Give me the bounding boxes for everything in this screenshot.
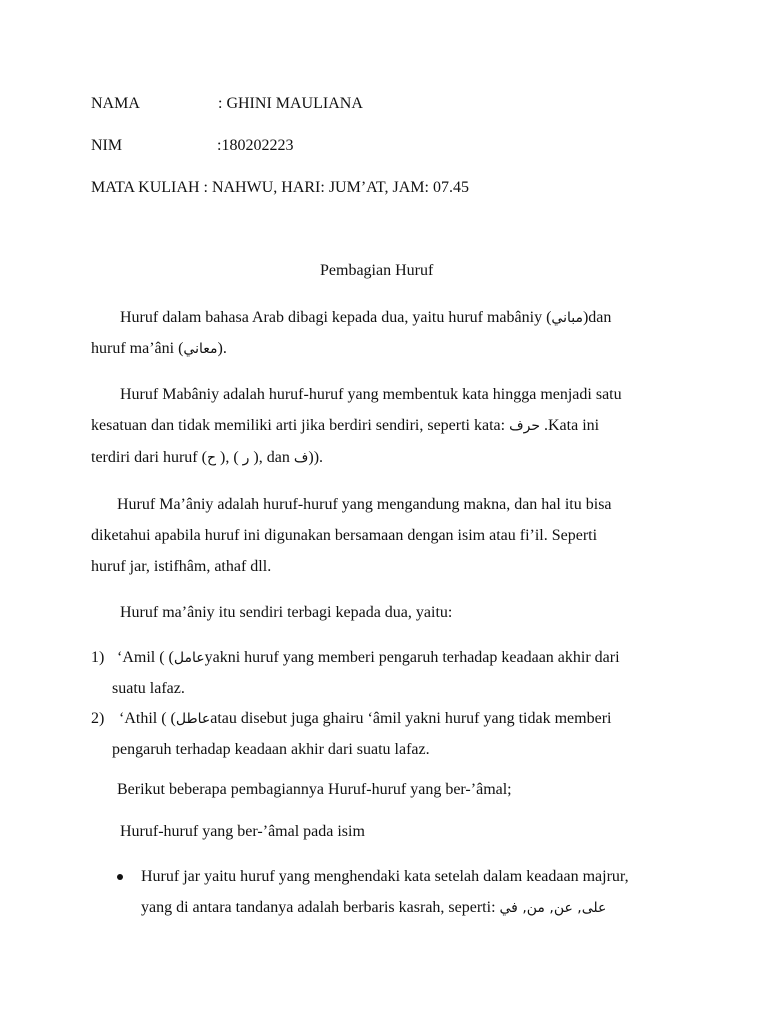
paragraph-1-line-2 (91, 339, 227, 359)
arabic-text: حرف (509, 418, 540, 434)
nama-label: NAMA (91, 95, 140, 112)
list-item-1-line-1 (117, 648, 620, 668)
text: )). (308, 449, 324, 466)
text: .Kata ini (540, 417, 600, 434)
mata-kuliah-line: MATA KULIAH : NAHWU, HARI: JUM’AT, JAM: 07.45 (91, 179, 469, 196)
nim-value: :180202223 (217, 137, 294, 154)
list-number-2: 2) (91, 710, 105, 727)
paragraph-1-line-1 (120, 308, 611, 328)
arabic-text: ف (293, 450, 309, 466)
bullet-item-line-2 (141, 898, 606, 918)
paragraph-2-line-2 (91, 416, 599, 436)
arabic-text: مباني (551, 310, 583, 326)
text: terdiri dari huruf ( (91, 449, 207, 466)
bullet-icon (117, 874, 123, 880)
arabic-text: ر (242, 450, 250, 466)
text: ), dan (249, 449, 294, 466)
paragraph-3-line-3: huruf jar, istifhâm, athaf dll. (91, 558, 272, 575)
bullet-item-line-1: Huruf jar yaitu huruf yang menghendaki kata setelah dalam keadaan majrur, (141, 868, 629, 885)
list-item-1-line-2: suatu lafaz. (112, 680, 185, 697)
text: ), ( (216, 449, 243, 466)
list-number-1: 1) (91, 649, 105, 666)
list-item-2-line-1 (119, 709, 611, 729)
text: kesatuan dan tidak memiliki arti jika berdiri sendiri, seperti kata: (91, 417, 510, 434)
nim-label: NIM (91, 137, 123, 154)
arabic-text: ح (206, 450, 216, 466)
text: ‘Amil ( ( (117, 649, 174, 666)
nama-value: : GHINI MAULIANA (218, 95, 363, 112)
text: Huruf dalam bahasa Arab dibagi kepada dua, yaitu huruf mabâniy ( (120, 309, 552, 326)
text: yakni huruf yang memberi pengaruh terhadap keadaan akhir dari (204, 649, 620, 666)
arabic-text: عامل (173, 650, 205, 666)
paragraph-3-line-2: diketahui apabila huruf ini digunakan bersamaan dengan isim atau fi’il. Seperti (91, 527, 598, 544)
paragraph-4: Huruf ma’âniy itu sendiri terbagi kepada dua, yaitu: (120, 604, 453, 621)
paragraph-2-line-3 (91, 448, 323, 468)
paragraph-6: Huruf-huruf yang ber-’âmal pada isim (120, 823, 365, 840)
text: yang di antara tandanya adalah berbaris kasrah, seperti: (141, 899, 500, 916)
paragraph-5: Berikut beberapa pembagiannya Huruf-huruf yang ber-’âmal; (117, 781, 512, 798)
arabic-text: على, عن, من, في (499, 900, 607, 916)
list-item-2-line-2: pengaruh terhadap keadaan akhir dari suatu lafaz. (112, 741, 430, 758)
document-title: Pembagian Huruf (320, 262, 434, 279)
text: ). (217, 340, 227, 357)
arabic-text: عاطل (175, 711, 211, 727)
text: ‘Athil ( ( (119, 710, 176, 727)
paragraph-2-line-1: Huruf Mabâniy adalah huruf-huruf yang membentuk kata hingga menjadi satu (120, 386, 622, 403)
paragraph-3-line-1: Huruf Ma’âniy adalah huruf-huruf yang mengandung makna, dan hal itu bisa (117, 496, 612, 513)
arabic-text: معاني (183, 341, 218, 357)
text: atau disebut juga ghairu ‘âmil yakni huruf yang tidak memberi (210, 710, 612, 727)
text: huruf ma’âni ( (91, 340, 184, 357)
text: )dan (582, 309, 612, 326)
